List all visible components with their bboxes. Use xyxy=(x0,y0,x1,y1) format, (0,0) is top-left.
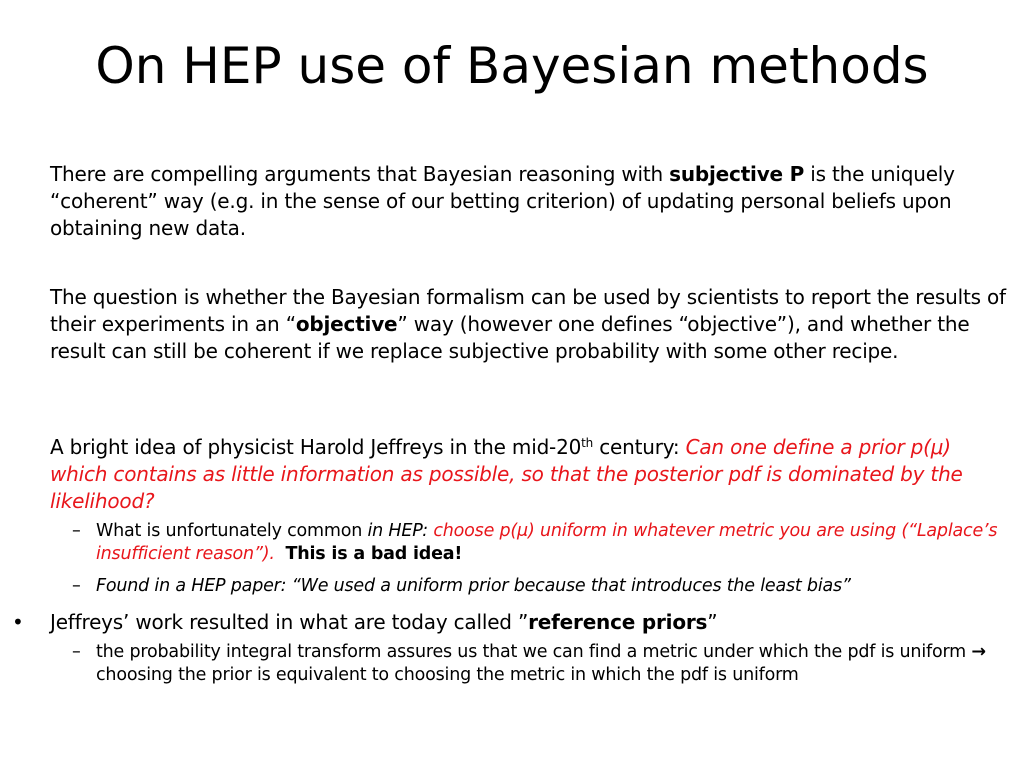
dash-marker: – xyxy=(72,576,81,596)
bullet-bold-reference-priors: reference priors xyxy=(528,610,708,634)
sub1-italic-in-hep: in HEP: xyxy=(367,521,434,541)
p1-bold-subjective-p: subjective P xyxy=(669,162,805,186)
subitem-hep-paper-quote: Found in a HEP paper: “We used a uniform prior because that introduces the least bias” xyxy=(96,576,851,596)
p2-text-c: ” way (however one defines “objective”), and whether the result can still be coherent if we replace subjective probability with some other recipe. xyxy=(50,312,970,363)
p3-question-highlight: Can one define a prior p(μ) which contains as little information as possible, so that the posterior pdf is dominated by the likelihood? xyxy=(50,435,963,513)
sub1-text-a: What is unfortunately common xyxy=(96,521,368,541)
p3-superscript-th: th xyxy=(581,436,594,450)
sub1-bad-idea: This is a bad idea! xyxy=(285,544,463,564)
paragraph-subjective-p xyxy=(50,161,1012,242)
bullet-reference-priors xyxy=(50,609,1012,636)
p1-text-a: There are compelling arguments that Bayesian reasoning with xyxy=(50,162,670,186)
sub3-text-a: the probability integral transform assures us that we can find a metric under which the pdf is uniform xyxy=(96,642,972,662)
bullet-text-a: Jeffreys’ work resulted in what are today called ” xyxy=(50,610,529,634)
right-arrow-icon: → xyxy=(971,642,986,662)
paragraph-jeffreys-idea xyxy=(50,434,1012,515)
paragraph-objective xyxy=(50,284,1012,365)
subitem-uniform-prior-common xyxy=(96,520,1008,566)
bullet-marker: • xyxy=(12,610,24,634)
subitem-probability-integral-transform xyxy=(96,641,1008,687)
p3-text-b: century: xyxy=(593,435,686,459)
p3-text-a: A bright idea of physicist Harold Jeffreys in the mid-20 xyxy=(50,435,582,459)
bullet-text-c: ” xyxy=(707,610,718,634)
dash-marker: – xyxy=(72,521,81,541)
p2-bold-objective: objective xyxy=(295,312,398,336)
dash-marker: – xyxy=(72,642,81,662)
sub1-red-highlight: choose p(μ) uniform in whatever metric you are using (“Laplace’s insufficient reason”). xyxy=(96,521,998,564)
sub3-text-b: choosing the prior is equivalent to choosing the metric in which the pdf is uniform xyxy=(96,665,799,685)
p2-text-a: The question is whether the Bayesian formalism can be used by scientists to report the results of their experiments in an “ xyxy=(50,285,1006,336)
p1-text-c: is the uniquely “coherent” way (e.g. in the sense of our betting criterion) of updating personal beliefs upon obtaining new data. xyxy=(50,162,955,240)
slide-title: On HEP use of Bayesian methods xyxy=(95,37,929,95)
